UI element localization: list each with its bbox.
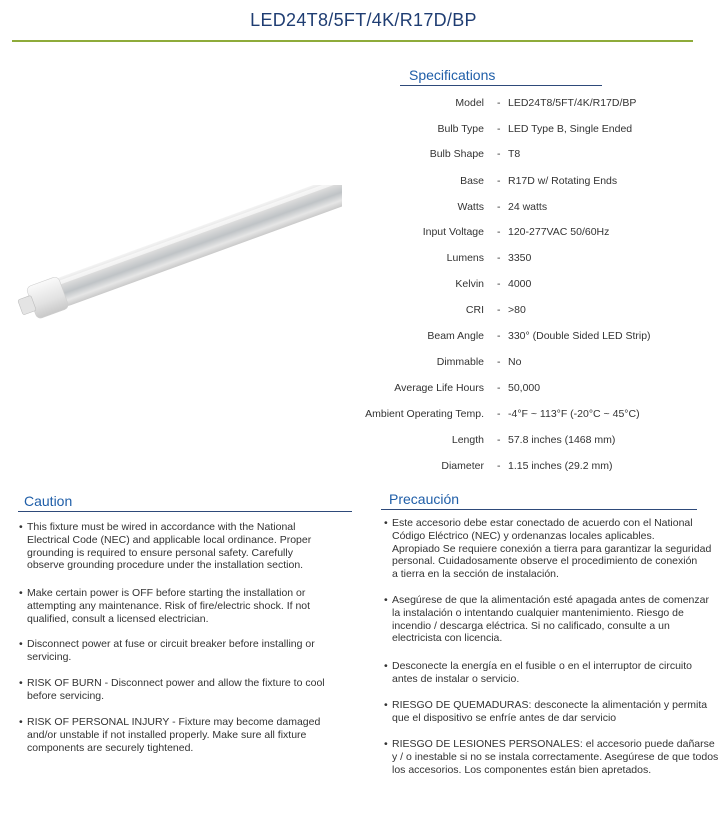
spec-value: 50,000 (508, 382, 541, 394)
spec-row-life-hours: Average Life Hours - 50,000 (394, 382, 541, 394)
spec-value: >80 (508, 304, 526, 316)
spec-value: 120-277VAC 50/60Hz (508, 226, 610, 238)
spec-row-watts: Watts - 24 watts (457, 201, 548, 213)
spec-label: CRI (465, 304, 484, 316)
spec-value: 330° (Double Sided LED Strip) (508, 330, 651, 342)
title-divider (12, 40, 693, 42)
spec-row-lumens: Lumens - 3350 (446, 252, 532, 264)
spec-row-model: Model - LED24T8/5FT/4K/R17D/BP (455, 97, 637, 109)
specifications-underline (400, 85, 602, 86)
caution-item: • This fixture must be wired in accordance with the National Electrical Code (NEC) and applicable local ordinance. Proper grounding is required to ensure personal safety. Carefully observe grounding procedure under the installation section. (19, 521, 312, 572)
spec-row-dimmable: Dimmable - No (436, 356, 522, 368)
spec-row-length: Length - 57.8 inches (1468 mm) (451, 434, 616, 446)
precaucion-item: • Asegúrese de que la alimentación esté apagada antes de comenzar la instalación o intentando cualquier mantenimiento. Riesgo de incendio / descarga eléctrica. Si no calificado, consulte a un electricista con licencia. (384, 594, 709, 645)
caution-item: • Disconnect power at fuse or circuit breaker before installing or servicing. (19, 638, 315, 663)
spec-label: Base (460, 175, 484, 187)
spec-value: -4°F ~ 113°F (-20°C ~ 45°C) (508, 408, 640, 420)
caution-item: • Make certain power is OFF before starting the installation or attempting any maintenance. Risk of fire/electric shock. If not qualified, consult a licensed electrician. (19, 587, 311, 625)
spec-row-beam-angle: Beam Angle - 330° (Double Sided LED Strip) (427, 330, 651, 342)
spec-value: R17D w/ Rotating Ends (508, 175, 618, 187)
caution-item: • RISK OF PERSONAL INJURY - Fixture may become damaged and/or unstable if not installed properly. Make sure all fixture components are securely tightened. (19, 716, 321, 754)
spec-label: Input Voltage (422, 226, 484, 238)
spec-row-ambient-temp: Ambient Operating Temp. - -4°F ~ 113°F (-20°C ~ 45°C) (365, 408, 640, 420)
spec-value: 3350 (508, 252, 532, 264)
spec-row-kelvin: Kelvin - 4000 (455, 278, 532, 290)
spec-row-input-voltage: Input Voltage - 120-277VAC 50/60Hz (422, 226, 610, 238)
spec-value: 24 watts (508, 201, 548, 213)
spec-label: Bulb Shape (429, 148, 484, 160)
caution-item: • RISK OF BURN - Disconnect power and allow the fixture to cool before servicing. (19, 677, 325, 702)
precaucion-heading: Precaución (389, 491, 460, 507)
spec-value: 1.15 inches (29.2 mm) (508, 460, 613, 472)
precaucion-item: • Este accesorio debe estar conectado de acuerdo con el National Código Eléctrico (NEC) y ordenanzas locales aplicables. Apropiado Se requiere conexión a tierra para garantizar la seguridad personal. Cuidadosamente observe el procedimiento de conexión a tierra en la sección de instalación. (384, 517, 712, 581)
precaucion-item: • RIESGO DE LESIONES PERSONALES: el accesorio puede dañarse y / o inestable si no se instala correctamente. Asegúrese de que todos los accesorios. Los componentes están bien apretados. (384, 738, 719, 776)
precaucion-underline (381, 509, 697, 510)
spec-value: LED Type B, Single Ended (508, 123, 633, 135)
specifications-heading: Specifications (409, 67, 496, 83)
led-tube-image (12, 185, 342, 330)
spec-label: Bulb Type (437, 123, 484, 135)
spec-value: LED24T8/5FT/4K/R17D/BP (508, 97, 637, 109)
spec-value: 4000 (508, 278, 532, 290)
spec-label: Watts (457, 201, 484, 213)
spec-row-cri: CRI - >80 (465, 304, 526, 316)
spec-label: Diameter (441, 460, 484, 472)
precaucion-item: • RIESGO DE QUEMADURAS: desconecte la alimentación y permita que el dispositivo se enfríe antes de dar servicio (384, 699, 708, 724)
spec-label: Beam Angle (427, 330, 484, 342)
spec-row-bulb-shape: Bulb Shape - T8 (429, 148, 521, 160)
spec-label: Length (451, 434, 484, 446)
page-title: LED24T8/5FT/4K/R17D/BP (250, 10, 477, 30)
spec-row-base: Base - R17D w/ Rotating Ends (460, 175, 618, 187)
spec-value: T8 (508, 148, 521, 160)
led-tube-illustration (12, 185, 342, 330)
spec-label: Average Life Hours (394, 382, 484, 394)
caution-heading: Caution (24, 493, 73, 509)
spec-label: Lumens (446, 252, 484, 264)
spec-label: Model (455, 97, 484, 109)
spec-row-bulb-type: Bulb Type - LED Type B, Single Ended (437, 123, 633, 135)
spec-value: No (508, 356, 522, 368)
spec-row-diameter: Diameter - 1.15 inches (29.2 mm) (441, 460, 613, 472)
spec-label: Dimmable (436, 356, 484, 368)
spec-label: Ambient Operating Temp. (365, 408, 484, 420)
precaucion-item: • Desconecte la energía en el fusible o en el interruptor de circuito antes de instalar o servicio. (384, 660, 693, 685)
spec-value: 57.8 inches (1468 mm) (508, 434, 616, 446)
caution-underline (18, 511, 352, 512)
spec-label: Kelvin (455, 278, 484, 290)
